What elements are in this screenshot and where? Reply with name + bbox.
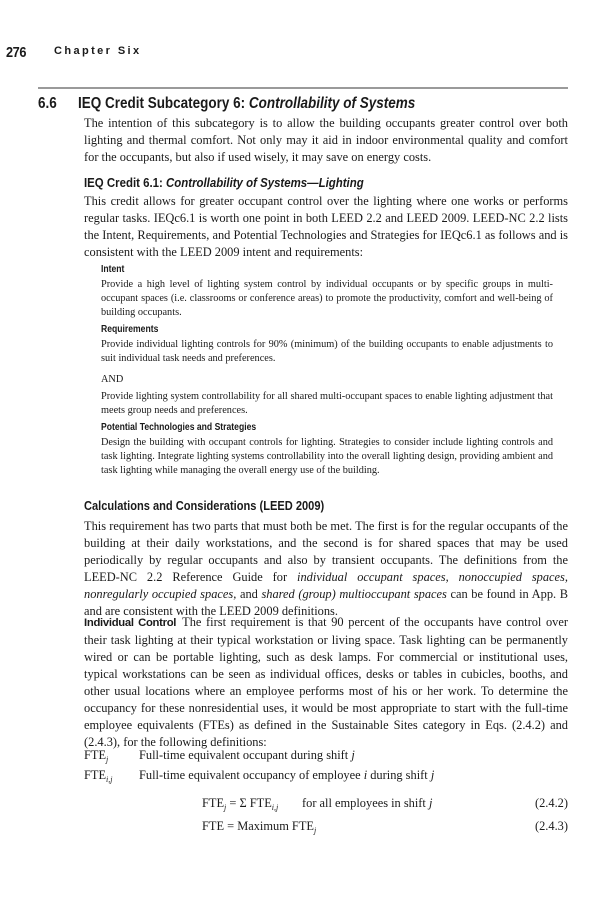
definition-symbol: $FTE_{i,j}$ <box>84 768 113 784</box>
requirements-and: AND <box>101 374 124 385</box>
calc-text-and: and <box>236 587 262 601</box>
chapter-label: Chapter Six <box>54 45 142 57</box>
credit-title-italic: Controllability of Systems—Lighting <box>166 175 364 190</box>
section-title-italic: Controllability of Systems <box>248 95 416 112</box>
credit-heading <box>84 175 364 190</box>
individual-control-text: The first requirement is that 90 percent of the occupants have control over their task lighting at their typical workstation or living space. Task lighting can be permanently wired or can be portable lighting, such as desk lamps. For commercial or institutional uses, typical workstations can be seen as individual offices, desks or tables in cubicles, booths, and other usual locations where an employee performs most of his or her work. To determine the occupancy for these nonresidential uses, it would be most appropriate to start with the full-time employee equivalents (FTEs) as defined in the Sustainable Sites category in Eqs. (2.4.2) and (2.4.3), for the following definitions: <box>84 615 568 749</box>
calc-text-italic-2: shared (group) multioccupant spaces <box>261 587 447 601</box>
equation-lhs: $FTE_j = \Sigma$ $FTE_{i,j}$ <box>202 796 279 812</box>
section-number: 6.6 <box>38 95 57 112</box>
calc-text-italic: individual occupant spaces, nonoccupied spaces, nonregularly occupied spaces, <box>84 570 568 601</box>
equation-condition: for all employees in shift j <box>302 796 433 810</box>
strategies-label: Potential Technologies and Strategies <box>101 422 257 433</box>
requirements-text-1: Provide individual lighting controls for 90% (minimum) of the building occupants to enable adjustments to suit individual task needs and preferences. <box>101 339 553 365</box>
equation-2-4-2 <box>84 796 568 814</box>
definition-text: Full-time equivalent occupancy of employee i during shift j <box>139 768 435 782</box>
header-rule <box>38 87 568 89</box>
credit-paragraph: This credit allows for greater occupant control over the lighting where one works or performs regular tasks. IEQc6.1 is worth one point in both LEED 2.2 and LEED 2009. LEED-NC 2.2 lists the Intent, Requirements, and Potential Technologies and Strategies for IEQc6.1 as follows and is consistent with the LEED 2009 intent and requirements: <box>84 194 568 259</box>
equation-lhs: FTE = Maximum $FTE_j$ <box>202 819 317 835</box>
equation-number: (2.4.2) <box>534 796 568 810</box>
calc-heading: Calculations and Considerations (LEED 2009) <box>84 499 325 513</box>
intent-text: Provide a high level of lighting system control by individual occupants or by specific groups in multi-occupant spaces (i.e. classrooms or conference areas) to promote the productivity, comfort and well-being of building occupants. <box>101 279 553 319</box>
equation-number: (2.4.3) <box>534 819 568 833</box>
credit-title-prefix: IEQ Credit 6.1: <box>84 175 167 190</box>
calc-paragraph <box>84 518 568 620</box>
section-title-prefix: IEQ Credit Subcategory 6: <box>78 95 249 112</box>
strategies-text: Design the building with occupant controls for lighting. Strategies to consider include lighting controls and task lighting. Integrate lighting systems controllability into the overall lighting design, providing ambient and task lighting while managing the overall energy use of the building. <box>101 437 553 477</box>
section-heading <box>38 95 415 113</box>
intent-label: Intent <box>101 264 125 275</box>
intro-paragraph: The intention of this subcategory is to allow the building occupants greater control over both lighting and thermal comfort. Not only may it aid in indoor environmental quality and comfort for the occupants, but also if used wisely, it may save on energy costs. <box>84 116 568 164</box>
calc-text-start: This requirement has two parts that must both be met. The first is for the regular occupants of the building at their daily workstations, and the second is for shared spaces that may be used periodically by regular occupants and also by transient occupants. The definitions from the LEED-NC 2.2 Reference Guide for <box>84 519 568 584</box>
requirements-label: Requirements <box>101 324 159 335</box>
calc-text-end: can be found in App. B and are consistent with the LEED 2009 definitions. <box>84 587 568 618</box>
definition-row <box>84 768 568 786</box>
definition-symbol: $FTE_j$ <box>84 748 109 764</box>
requirements-text-2: Provide lighting system controllability for all shared multi-occupant spaces to enable lighting adjustment that meets group needs and preferences. <box>101 391 553 417</box>
running-header <box>6 44 566 66</box>
page-number: 276 <box>6 44 27 61</box>
individual-control-paragraph <box>84 614 568 751</box>
definition-row <box>84 748 568 766</box>
individual-control-label: Individual Control <box>84 617 177 629</box>
definition-text: Full-time equivalent occupant during shift j <box>139 748 355 762</box>
equation-2-4-3 <box>84 819 568 837</box>
